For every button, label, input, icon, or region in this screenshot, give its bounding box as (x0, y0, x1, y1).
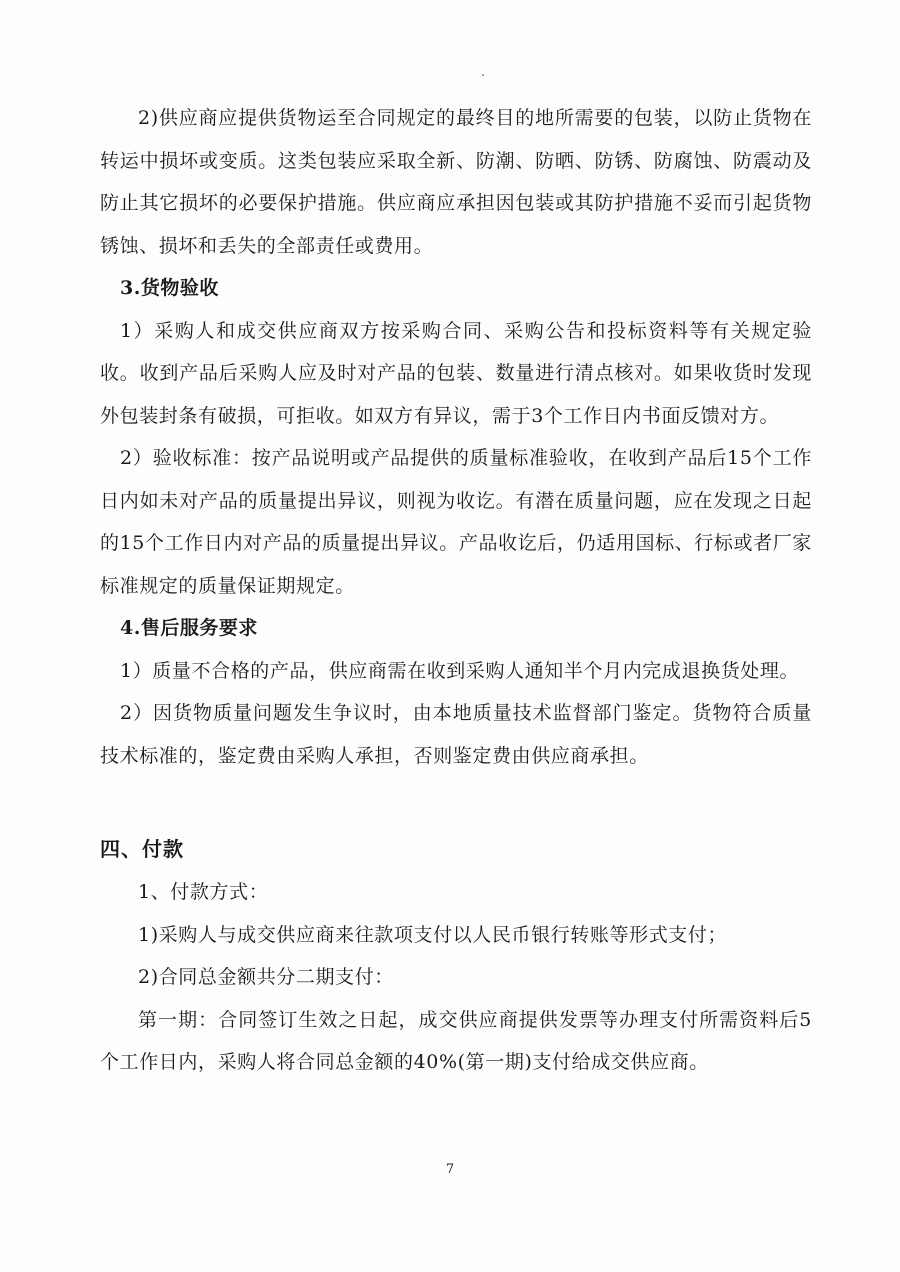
acceptance-paragraph-1: 1）采购人和成交供应商双方按采购合同、采购公告和投标资料等有关规定验收。收到产品后采购人应及时对产品的包装、数量进行清点核对。如果收货时发现外包装封条有破损，可拒收。如双方有异议，需于3个工作日内书面反馈对方。 (100, 319, 812, 427)
payment-method-subheading: 1、付款方式： (138, 881, 269, 903)
acceptance-paragraph-2: 2）验收标准：按产品说明或产品提供的质量标准验收，在收到产品后15个工作日内如未对产品的质量提出异议，则视为收讫。有潜在质量问题，应在发现之日起的15个工作日内对产品的质量提出异议。产品收讫后，仍适用国标、行标或者厂家标准规定的质量保证期规定。 (100, 447, 812, 597)
section-heading-payment: 四、付款 (100, 837, 184, 861)
payment-paragraph-3: 第一期：合同签订生效之日起，成交供应商提供发票等办理支付所需资料后5个工作日内，采购人将合同总金额的40%(第一期)支付给成交供应商。 (100, 1008, 812, 1073)
payment-paragraph-1: 1)采购人与成交供应商来往款项支付以人民币银行转账等形式支付； (138, 923, 728, 946)
after-sales-paragraph-1: 1）质量不合格的产品，供应商需在收到采购人通知半个月内完成退换货处理。 (120, 659, 800, 682)
page-number: 7 (445, 1162, 455, 1177)
after-sales-paragraph-2: 2）因货物质量问题发生争议时，由本地质量技术监督部门鉴定。货物符合质量技术标准的，鉴定费由采购人承担，否则鉴定费由供应商承担。 (100, 702, 812, 767)
section-heading-goods-acceptance: 3.货物验收 (120, 277, 219, 299)
section-heading-after-sales: 4.售后服务要求 (120, 617, 258, 639)
packaging-paragraph: 2)供应商应提供货物运至合同规定的最终目的地所需要的包装，以防止货物在转运中损坏或变质。这类包装应采取全新、防潮、防晒、防锈、防腐蚀、防震动及防止其它损坏的必要保护措施。供应商应承担因包装或其防护措施不妥而引起货物锈蚀、损坏和丢失的全部责任或费用。 (100, 107, 812, 257)
payment-paragraph-2: 2)合同总金额共分二期支付： (138, 966, 394, 988)
page-content (100, 97, 812, 1084)
scan-speck (482, 74, 484, 76)
